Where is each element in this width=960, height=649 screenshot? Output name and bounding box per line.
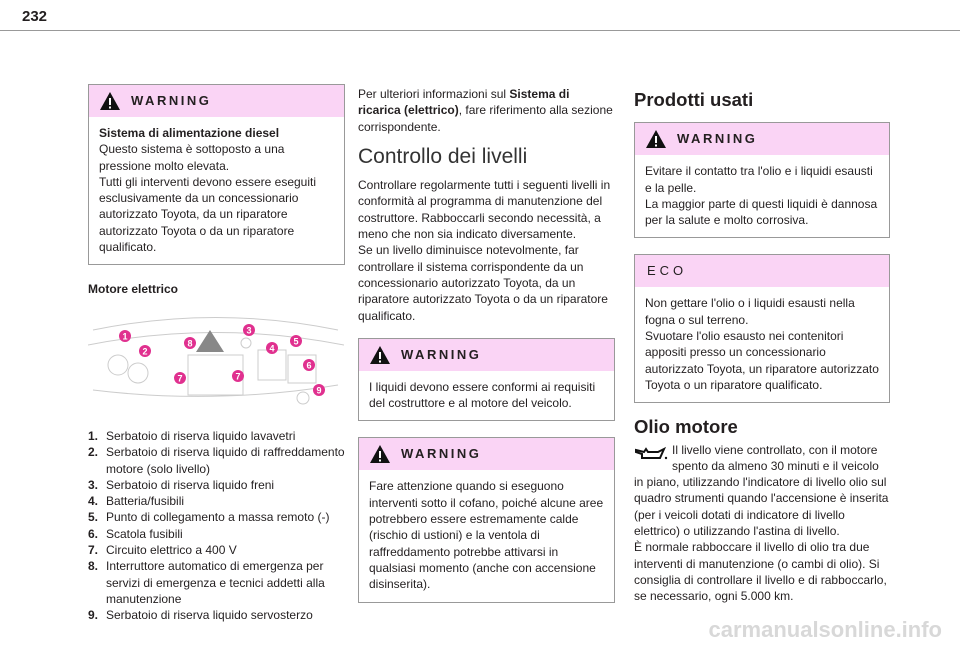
callout-number: 8 <box>187 338 193 349</box>
oil-can-icon <box>634 446 668 462</box>
warning-triangle-icon <box>369 444 391 464</box>
callout-number: 3 <box>246 325 252 336</box>
header-divider <box>0 30 960 31</box>
list-item: 8. Interruttore automatico di emergenza per servizi di emergenza e tecnici addetti alla manutenzione <box>88 559 325 606</box>
list-item: 5. Punto di collegamento a massa remoto (-) <box>88 510 330 525</box>
callout-number: 5 <box>293 336 299 347</box>
warning-header <box>89 85 344 117</box>
callout-number: 1 <box>122 331 128 342</box>
intro-paragraph: Per ulteriori informazioni sul Sistema di ricarica (elettrico), fare riferimento alla sezione corrispondente. <box>358 87 613 134</box>
list-item: 4. Batteria/fusibili <box>88 494 185 509</box>
list-item: 2. Serbatoio di riserva liquido di raffreddamento motore (solo livello) <box>88 445 345 476</box>
warning-triangle-icon <box>99 91 121 111</box>
list-item: 9. Serbatoio di riserva liquido servosterzo <box>88 608 313 623</box>
column-1 <box>88 84 345 624</box>
callout-number: 2 <box>142 346 148 357</box>
paragraph: Controllare regolarmente tutti i seguenti livelli in conformità al programma di manutenzione del costruttore. Rabboccarli secondo necessità, a meno che non sia indicato diversamente. <box>358 178 611 242</box>
warning-text: Questo sistema è sottoposto a una pressione molto elevata. <box>99 142 285 173</box>
section-heading-levels: Controllo dei livelli <box>358 144 528 168</box>
warning-text: La maggior parte di questi liquidi è dannosa per la salute e molto corrosiva. <box>645 196 878 228</box>
callout-number: 6 <box>306 360 312 371</box>
warning-label: WARNING <box>131 92 212 108</box>
paragraph: Se un livello diminuisce notevolmente, far controllare il sistema corrispondente da un concessionario autorizzato Toyota, da un riparatore autorizzato Toyota o da un riparatore qualificato. <box>358 243 608 323</box>
callout-number: 9 <box>316 385 322 396</box>
warning-label: WARNING <box>401 446 482 462</box>
callout-markers <box>119 324 325 396</box>
warning-label: WARNING <box>401 346 482 362</box>
warning-text: Tutti gli interventi devono essere eseguiti esclusivamente da un concessionario autorizzato Toyota, da un riparatore autorizzato Toyota o da un riparatore qualificato. <box>99 174 317 255</box>
eco-text: Non gettare l'olio o i liquidi esausti nella fogna o sul terreno. <box>645 296 855 327</box>
list-item: 7. Circuito elettrico a 400 V <box>88 543 237 558</box>
warning-triangle-icon <box>645 129 667 149</box>
callout-number: 7 <box>235 371 241 382</box>
callout-number: 7 <box>177 373 183 384</box>
eco-label: ECO <box>647 263 688 279</box>
oil-paragraph: Il livello viene controllato, con il motore spento da almeno 30 minuti e il veicolo in piano, utilizzando l'indicatore di livello olio sul quadro strumenti quando l'accensione è inserita (per i veicoli dotati di indicatore di livello elettrico) o utilizzando l'astina di livello. <box>634 442 889 539</box>
motor-section-title: Motore elettrico <box>88 282 179 297</box>
eco-text: Svuotare l'olio esausto nei contenitori appositi presso un concessionario autorizzato Toyota, un riparatore autorizzato Toyota o un riparatore qualificato. <box>645 329 879 392</box>
watermark: carmanualsonline.info <box>708 617 942 642</box>
warning-box-diesel <box>88 84 345 265</box>
engine-bay-illustration <box>88 310 344 410</box>
link-charging-system: Sistema di ricarica (elettrico) <box>358 87 570 118</box>
warning-box-fluids <box>358 338 615 422</box>
column-2 <box>358 86 615 619</box>
warning-title: Sistema di alimentazione diesel <box>99 126 280 140</box>
warning-text: Evitare il contatto tra l'olio e i liquidi esausti e la pelle. <box>645 164 873 195</box>
warning-text: Fare attenzione quando si eseguono interventi sotto il cofano, poiché alcune aree potrebbero essere estremamente calde (rischio di ustioni) e la ventola di raffreddamento potrebbe attivarsi in qualsiasi momento (anche con accensione disinserita). <box>369 479 604 592</box>
section-heading-products: Prodotti usati <box>634 89 754 110</box>
list-item: 3. Serbatoio di riserva liquido freni <box>88 477 275 492</box>
eco-box <box>634 254 890 403</box>
warning-text: I liquidi devono essere conformi ai requisiti del costruttore e al motore del veicolo. <box>369 379 596 411</box>
section-heading-oil: Olio motore <box>634 416 738 438</box>
warning-triangle-icon <box>369 345 391 365</box>
warning-box-hood <box>358 437 615 602</box>
warning-box-oil <box>634 122 890 238</box>
warning-label: WARNING <box>677 131 758 147</box>
component-list <box>88 428 345 624</box>
callout-number: 4 <box>269 343 275 354</box>
list-item: 6. Scatola fusibili <box>88 526 183 541</box>
oil-paragraph: È normale rabboccare il livello di olio tra due interventi di manutenzione (o cambi di olio). Si consiglia di controllare il livello e di rabboccarlo, se necessario, ogni 5.000 km. <box>634 540 887 604</box>
page-number: 232 <box>22 8 48 25</box>
column-3 <box>634 82 890 605</box>
list-item: 1. Serbatoio di riserva liquido lavavetri <box>88 428 296 443</box>
